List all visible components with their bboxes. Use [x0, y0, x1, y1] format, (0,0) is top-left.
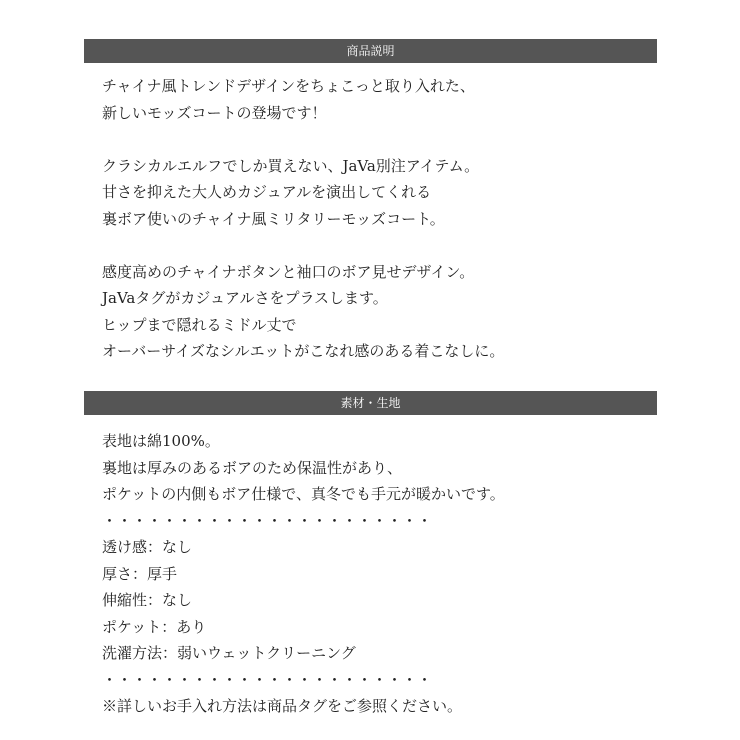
spec-pocket: ポケット：あり — [102, 617, 207, 636]
material-line: 裏地は厚みのあるボアのため保温性があり、 — [102, 458, 403, 477]
description-line: 裏ボア使いのチャイナ風ミリタリーモッズコート。 — [102, 209, 445, 228]
material-section-header: 素材・生地 — [84, 391, 657, 415]
spec-washing: 洗濯方法：弱いウェットクリーニング — [102, 644, 356, 662]
description-line: オーバーサイズなシルエットがこなれ感のある着こなしに。 — [102, 342, 505, 360]
description-line: JaVaタグがカジュアルさをプラスします。 — [102, 289, 388, 307]
material-line: 表地は綿100%。 — [102, 432, 220, 450]
description-line: 新しいモッズコートの登場です！ — [102, 103, 327, 122]
spec-stretch: 伸縮性：なし — [102, 591, 193, 609]
material-line: ポケットの内側もボア仕様で、真冬でも手元が暖かいです。 — [102, 485, 505, 503]
description-line: 感度高めのチャイナボタンと袖口のボア見せデザイン。 — [102, 262, 475, 281]
description-line: チャイナ風トレンドデザインをちょこっと取り入れた、 — [102, 77, 475, 95]
description-line: 甘さを抑えた大人めカジュアルを演出してくれる — [102, 183, 432, 201]
description-section-header: 商品説明 — [84, 39, 657, 63]
care-note: ※詳しいお手入れ方法は商品タグをご参照ください。 — [102, 697, 463, 715]
description-line: ヒップまで隠れるミドル丈で — [102, 315, 297, 334]
spec-sheerness: 透け感：なし — [102, 538, 193, 556]
description-body — [102, 73, 662, 365]
description-line: クラシカルエルフでしか買えない、JaVa別注アイテム。 — [102, 156, 480, 175]
paragraph-gap — [102, 126, 662, 153]
material-body — [102, 428, 662, 720]
paragraph-gap — [102, 232, 662, 259]
spec-thickness: 厚さ：厚手 — [102, 564, 178, 583]
dotted-divider: ・・・・・・・・・・・・・・・・・・・・・・ — [102, 511, 433, 530]
dotted-divider: ・・・・・・・・・・・・・・・・・・・・・・ — [102, 670, 433, 689]
